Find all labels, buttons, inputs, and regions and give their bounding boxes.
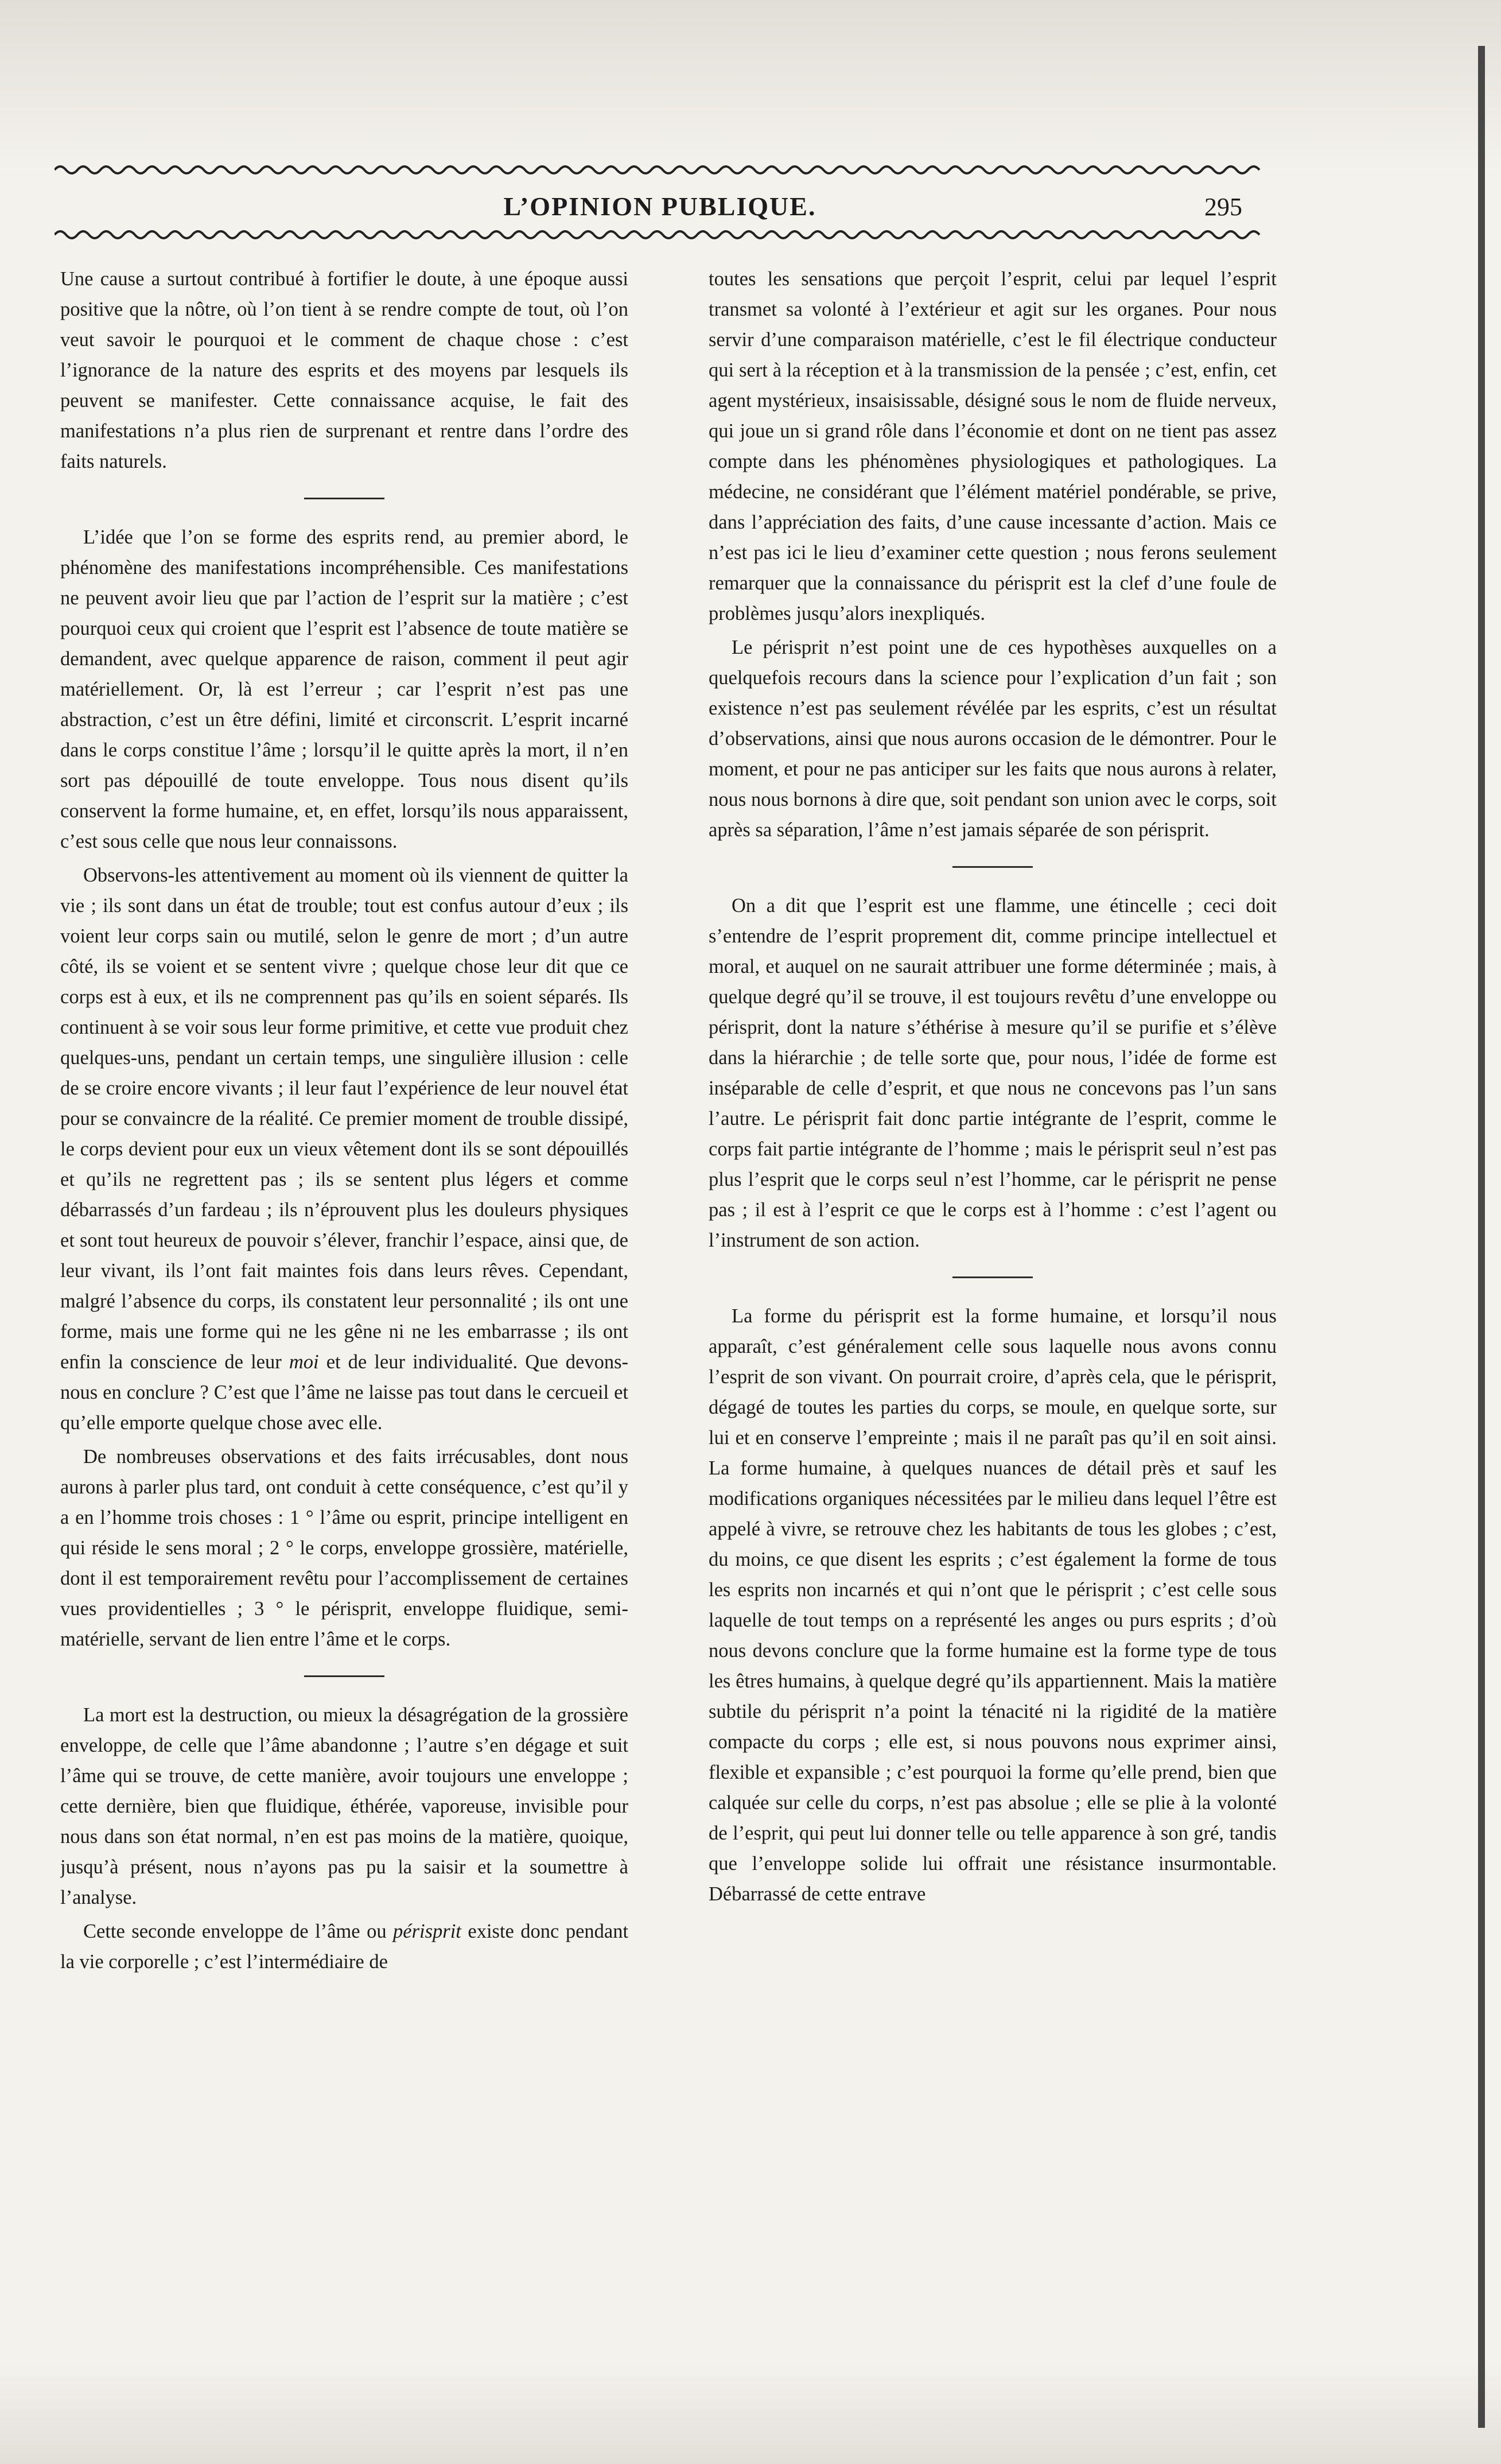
paragraph: De nombreuses observations et des faits irrécusables, dont nous aurons à parler plus tard, ont conduit à cette conséquence, c’est qu’il y a en l’homme trois choses : 1 ° l’âme ou esprit, principe intelligent en qui réside le sens moral ; 2 ° le corps, enveloppe grossière, matérielle, dont il est temporairement revêtu pour l’accomplissement de certaines vues providentielles ; 3 ° le périsprit, enveloppe fluidique, semi-matérielle, servant de lien entre l’âme et le corps.	[60, 1446, 628, 1650]
paragraph	[60, 1916, 628, 1977]
left-column	[60, 264, 628, 2365]
paragraph-text: Cette seconde enveloppe de l’âme ou	[83, 1920, 387, 1942]
page-number: 295	[1204, 193, 1242, 221]
journal-title: L’OPINION PUBLIQUE.	[503, 192, 816, 221]
section-divider	[952, 1276, 1033, 1278]
paragraph: La forme du périsprit est la forme humaine, et lorsqu’il nous apparaît, c’est généralement celle sous laquelle nous avons connu l’esprit de son vivant. On pourrait croire, d’après cela, que le périsprit, dégagé de toutes les parties du corps, se moule, en quelque sorte, sur lui et en conserve l’empreinte ; mais il ne paraît pas qu’il en soit ainsi. La forme humaine, à quelques nuances de détail près et sauf les modifications organiques nécessitées par le milieu dans lequel l’être est appelé à vivre, se retrouve chez les habitants de tous les globes ; c’est, du moins, ce que disent les esprits ; c’est également la forme de tous les esprits non incarnés et qui n’ont que le périsprit ; c’est celle sous laquelle de tout temps on a représenté les anges ou purs esprits ; d’où nous devons conclure que la forme humaine est la forme type de tous les êtres humains, à quelque degré qu’ils appartiennent. Mais la matière subtile du périsprit n’a point la ténacité ni la rigidité de la matière compacte du corps ; elle est, si nous pouvons nous exprimer ainsi, flexible et expansible ; c’est pourquoi la forme qu’elle prend, bien que calquée sur celle du corps, n’est pas absolue ; elle se plie à la volonté de l’esprit, qui peut lui donner telle ou telle apparence à son gré, tandis que l’enveloppe solide lui offrait une résistance insurmontable. Débarrassé de cette entrave	[709, 1305, 1277, 1905]
scan-shading-top	[0, 0, 1501, 172]
paragraph: On a dit que l’esprit est une flamme, une étincelle ; ceci doit s’entendre de l’esprit proprement dit, comme principe intellectuel et moral, et auquel on ne saurait attribuer une forme déterminée ; mais, à quelque degré qu’il se trouve, il est toujours revêtu d’une enveloppe ou périsprit, dont la nature s’éthérise à mesure qu’il se purifie et s’élève dans la hiérarchie ; de telle sorte que, pour nous, l’idée de forme est inséparable de celle d’esprit, et que nous ne concevons pas l’un sans l’autre. Le périsprit fait donc partie intégrante de l’esprit, comme le corps fait partie intégrante de l’homme ; mais le périsprit seul n’est pas plus l’esprit que le corps seul n’est l’homme, car le périsprit ne pense pas ; il est à l’esprit ce que le corps est à l’homme : c’est l’agent ou l’instrument de son action.	[709, 895, 1277, 1251]
header-wavy-rule	[55, 227, 1265, 243]
emphasis-perisprit: périsprit	[393, 1920, 461, 1942]
section-divider	[304, 1675, 384, 1677]
scan-shading-bottom	[0, 2361, 1501, 2464]
section-divider	[304, 498, 384, 499]
binding-edge	[1478, 46, 1485, 2428]
paragraph-text: Observons-les attentivement au moment où ils viennent de quitter la vie ; ils sont dans un état de trouble; tout est confus autour d’eux ; ils voient leur corps sain ou mutilé, selon le genre de mort ; d’un autre côté, ils se voient et se sentent vivre ; quelque chose leur dit que ce corps est à eux, et ils ne comprennent pas qu’ils en soient séparés. Ils continuent à se voir sous leur forme primitive, et cette vue produit chez quelques-uns, pendant un certain temps, une singulière illusion : celle de se croire encore vivants ; il leur faut l’expérience de leur nouvel état pour se convaincre de la réalité. Ce premier moment de trouble dissipé, le corps devient pour eux un vieux vêtement dont ils se sont dépouillés et qu’ils ne regrettent pas ; ils se sentent plus légers et comme débarrassés d’un fardeau ; ils n’éprouvent plus les douleurs physiques et sont tout heureux de pouvoir s’élever, franchir l’espace, ainsi que, de leur vivant, ils l’ont fait maintes fois dans leurs rêves. Cependant, malgré l’absence du corps, ils constatent leur personnalité ; ils ont une forme, mais une forme qui ne les gêne ni ne les embarrasse ; ils ont enfin la conscience de leur	[60, 864, 628, 1373]
right-column	[709, 264, 1277, 2365]
paragraph: Une cause a surtout contribué à fortifier le doute, à une époque aussi positive que la nôtre, où l’on tient à se rendre compte de tout, où l’on veut savoir le pourquoi et le comment de chaque chose : c’est l’ignorance de la nature des esprits et des moyens par lesquels ils peuvent se manifester. Cette connaissance acquise, le fait des manifestations n’a plus rien de surprenant et rentre dans l’ordre des faits naturels.	[60, 268, 628, 472]
paragraph: toutes les sensations que perçoit l’esprit, celui par lequel l’esprit transmet sa volonté à l’extérieur et agit sur les organes. Pour nous servir d’une comparaison matérielle, c’est le fil électrique conducteur qui sert à la réception et à la transmission de la pensée ; c’est, enfin, cet agent mystérieux, insaisissable, désigné sous le nom de fluide nerveux, qui joue un si grand rôle dans l’économie et dont on ne tient pas assez compte dans les phénomènes physiologiques et pathologiques. La médecine, ne considérant que l’élément matériel pondérable, se prive, dans l’appréciation des faits, d’une cause incessante d’action. Mais ce n’est pas ici le lieu d’examiner cette question ; nous ferons seulement remarquer que la connaissance du périsprit est la clef d’une foule de problèmes jusqu’alors inexpliqués.	[709, 268, 1277, 624]
page-header	[55, 187, 1265, 227]
paragraph: La mort est la destruction, ou mieux la désagrégation de la grossière enveloppe, de celle que l’âme abandonne ; l’autre s’en dégage et suit l’âme qui se trouve, de cette manière, avoir toujours une enveloppe ; cette dernière, bien que fluidique, éthérée, vaporeuse, invisible pour nous dans son état normal, n’en est pas moins de la matière, quoique, jusqu’à présent, nous n’ayons pas pu la saisir et la soumettre à l’analyse.	[60, 1704, 628, 1908]
paragraph-text: et de leur individualité. Que devons-nous en conclure ? C’est que l’âme ne laisse pas tout dans le cercueil et qu’elle emporte quelque chose avec elle.	[60, 1351, 628, 1434]
paragraph-text: existe donc pendant la vie corporelle ; c’est l’intermédiaire de	[60, 1920, 628, 1973]
emphasis-moi: moi	[289, 1351, 319, 1373]
paragraph: Le périsprit n’est point une de ces hypothèses auxquelles on a quelquefois recours dans la science pour l’explication d’un fait ; son existence n’est pas seulement révélée par les esprits, c’est un résultat d’observations, ainsi que nous aurons occasion de le démontrer. Pour le moment, et pour ne pas anticiper sur les faits que nous aurons à relater, nous nous bornons à dire que, soit pendant son union avec le corps, soit après sa séparation, l’âme n’est jamais séparée de son périsprit.	[709, 637, 1277, 841]
paragraph: L’idée que l’on se forme des esprits rend, au premier abord, le phénomène des manifestations incompréhensible. Ces manifestations ne peuvent avoir lieu que par l’action de l’esprit sur la matière ; c’est pourquoi ceux qui croient que l’esprit est l’absence de toute matière se demandent, avec quelque apparence de raison, comment il peut agir matériellement. Or, là est l’erreur ; car l’esprit n’est pas une abstraction, c’est un être défini, limité et circonscrit. L’esprit incarné dans le corps constitue l’âme ; lorsqu’il le quitte après la mort, il n’en sort pas dépouillé de toute enveloppe. Tous nous disent qu’ils conservent la forme humaine, et, en effet, lorsqu’ils nous apparaissent, c’est sous celle que nous leur connaissons.	[60, 526, 628, 852]
top-wavy-rule	[55, 162, 1265, 178]
paragraph	[60, 860, 628, 1438]
section-divider	[952, 866, 1033, 868]
